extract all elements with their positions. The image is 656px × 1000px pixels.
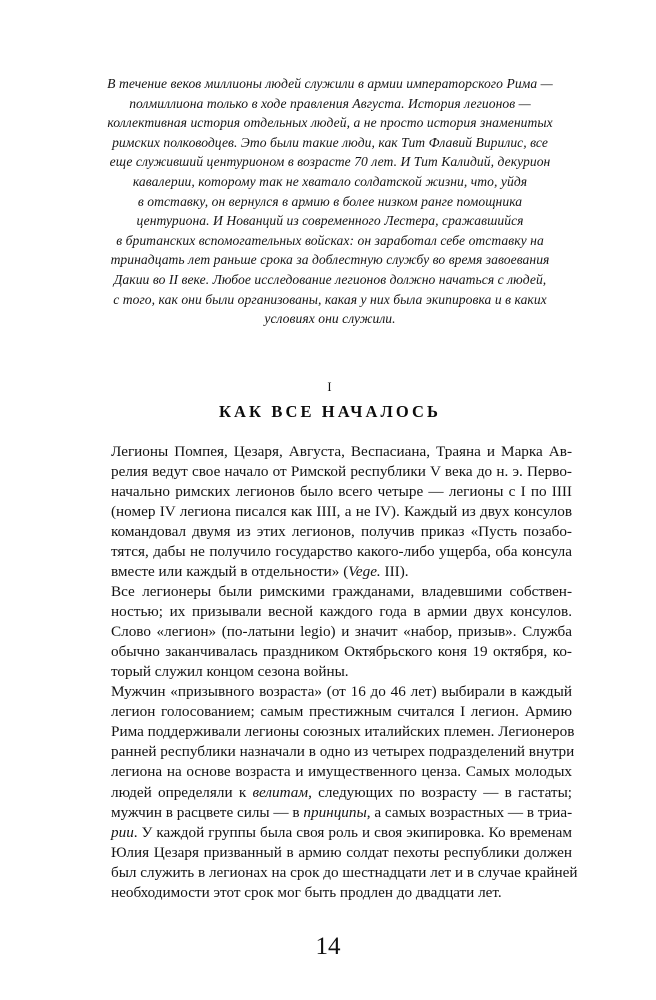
- epigraph-line: полмиллиона только в ходе правления Августа. История легионов —: [129, 95, 531, 111]
- epigraph-line: тринадцать лет раньше срока за доблестную службу во время завоевания: [110, 252, 550, 268]
- text-line: Слово «легион» (по-латыни legio) и значит «набор, призыв». Служба: [111, 623, 572, 641]
- text-line: Юлия Цезаря призванный в армию солдат пехоты республики должен: [111, 843, 572, 861]
- epigraph-line: условиях они служили.: [264, 311, 396, 327]
- text-line: легиона на основе возраста и имущественного ценза. Самых молодых: [111, 763, 572, 781]
- text-line: легион голосованием; самым престижным считался I легион. Армию: [111, 703, 572, 721]
- paragraph: [88, 442, 572, 582]
- epigraph-line: римских полководцев. Это были такие люди, как Тит Флавий Вирилис, все: [112, 134, 548, 150]
- chapter-heading: [88, 379, 572, 422]
- text-line: людей определяли к велитам, следующих по возрасту — в гастаты;: [111, 783, 572, 801]
- chapter-title: КАК ВСЕ НАЧАЛОСЬ: [218, 401, 442, 421]
- text-line: вместе или каждый в отдельности» (Vege. III).: [111, 563, 409, 580]
- epigraph: [88, 74, 572, 329]
- text-line: мужчин в расцвете силы — в принципы, а самых возрастных — в триа-: [111, 803, 573, 821]
- text-line: был служить в легионах на срок до шестнадцати лет и в случае крайней: [111, 863, 578, 881]
- text-line: ранней республики назначали в одно из четырех подразделений внутри: [111, 743, 575, 761]
- epigraph-line: В течение веков миллионы людей служили в армии императорского Рима —: [107, 76, 553, 91]
- epigraph-line: в британских вспомогательных войсках: он заработал себе отставку на: [116, 232, 544, 248]
- epigraph-line: с того, как они были организованы, какая у них была экипировка и в каких: [113, 291, 547, 307]
- chapter-number: I: [327, 379, 333, 394]
- epigraph-line: Дакии во II веке. Любое исследование легионов должно начаться с людей,: [113, 271, 547, 287]
- page-content: [88, 0, 578, 903]
- epigraph-line: кавалерии, которому так не хватало солдатской жизни, что, уйдя: [132, 173, 528, 189]
- text-line: Мужчин «призывного возраста» (от 16 до 46 лет) выбирали в каждый: [111, 683, 572, 701]
- text-line: начально римских легионов было всего четыре — легионы с I по IIII: [111, 482, 572, 500]
- epigraph-line: в отставку, он вернулся в армию в более низком ранге помощника: [137, 193, 523, 209]
- epigraph-line: коллективная история отдельных людей, а не просто история знаменитых: [107, 115, 553, 131]
- body-text: [88, 442, 578, 903]
- text-line: тятся, дабы не получило государство какого-либо ущерба, оба консула: [111, 542, 572, 560]
- text-line: Все легионеры были римскими гражданами, владевшими собствен-: [111, 583, 572, 601]
- text-line: ностью; их призывали весной каждого года в армии двух консулов.: [111, 603, 572, 621]
- text-line: необходимости этот срок мог быть продлен до двадцати лет.: [111, 883, 502, 901]
- text-line: релия ведут свое начало от Римской республики V века до н. э. Перво-: [111, 462, 572, 480]
- paragraph: [88, 682, 578, 903]
- page-number: 14: [315, 933, 341, 960]
- epigraph-line: центуриона. И Нованций из современного Лестера, сражавшийся: [136, 213, 524, 229]
- epigraph-line: еще служивший центурионом в возрасте 70 лет. И Тит Калидий, декурион: [109, 154, 551, 170]
- text-line: торый служил концом сезона войны.: [111, 663, 349, 681]
- text-line: Рима поддерживали легионы союзных италийских племен. Легионеров: [111, 723, 575, 741]
- text-line: Легионы Помпея, Цезаря, Августа, Веспасиана, Траяна и Марка Ав-: [111, 442, 572, 460]
- text-line: обычно заканчивалась праздником Октябрьского коня 19 октября, ко-: [111, 643, 572, 661]
- text-line: (номер IV легиона писался как IIII, а не IV). Каждый из двух консулов: [111, 502, 572, 520]
- text-line: командовал двумя из этих легионов, получив приказ «Пусть позабо-: [111, 522, 572, 540]
- text-line: рии. У каждой группы была своя роль и своя экипировка. Ко временам: [111, 823, 572, 841]
- paragraph: [88, 582, 572, 682]
